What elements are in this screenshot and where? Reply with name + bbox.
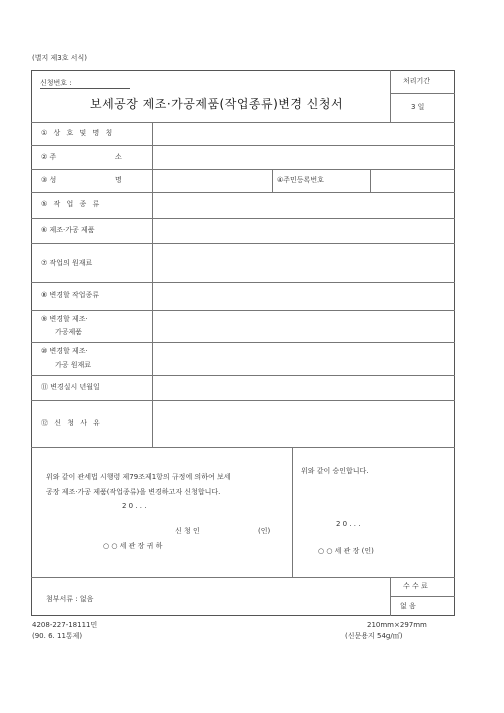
label-address-end: 소 (115, 153, 122, 161)
header-divider (390, 70, 391, 122)
row-line (31, 145, 455, 146)
approval-date: 2 0 . . . (336, 520, 361, 528)
row-line (31, 218, 455, 219)
label-business-name: ① 상 호 및 명 칭 (41, 129, 115, 137)
footer-top-line (31, 577, 455, 578)
processing-period-value: 3 일 (411, 103, 425, 111)
row-line (31, 375, 455, 376)
application-text-line2: 공장 제조·가공 제품(작업종류)을 변경하고자 신청합니다. (46, 488, 221, 496)
label-new-product: ⑨ 변경할 제조· (41, 315, 88, 323)
label-address: ② 주 (41, 153, 57, 161)
row-line (31, 282, 455, 283)
application-text-line1: 위와 같이 관세법 시행령 제79조제1항의 규정에 의하여 보세 (46, 473, 231, 481)
approval-issuer: ○ ○ 세 관 장 (인) (318, 547, 374, 555)
application-date: 2 0 . . . (122, 502, 147, 510)
footer-split (390, 596, 455, 597)
label-new-raw-materials: ⑩ 변경할 제조· (41, 347, 88, 355)
row-line (31, 243, 455, 244)
fee-value: 없 음 (400, 602, 416, 610)
row-line (31, 169, 455, 170)
row-line (31, 310, 455, 311)
label-name-end: 명 (115, 176, 122, 184)
approval-text: 위와 같이 승인합니다. (301, 467, 369, 475)
attachments-label: 첨부서류 : 없음 (46, 595, 94, 603)
applicant-seal: (인) (258, 527, 271, 535)
applicant-label: 신 청 인 (175, 527, 200, 535)
form-frame (31, 70, 455, 616)
approval-divider (292, 447, 293, 577)
row-line (31, 192, 455, 193)
row-line (31, 447, 455, 448)
label-product: ⑥ 제조·가공 제품 (41, 226, 95, 234)
paper-type: (신문용지 54g/㎡) (345, 632, 403, 640)
row3-divider (370, 169, 371, 192)
row-line (31, 342, 455, 343)
processing-period-label: 처리기간 (403, 77, 431, 85)
label-new-raw-materials-2: 가공 원재료 (55, 361, 92, 369)
label-new-product-2: 가공제품 (55, 328, 83, 336)
paper-size: 210mm×297mm (367, 621, 427, 629)
form-issue-date: (90. 6. 11통제) (32, 632, 83, 640)
form-number: (별지 제3호 서식) (32, 54, 87, 62)
header-bottom-line (31, 122, 455, 123)
label-column-divider (152, 122, 153, 447)
form-code: 4208-227-18111민 (32, 621, 98, 629)
header-split (390, 93, 455, 94)
label-work-type: ⑤ 작 업 종 류 (41, 200, 102, 208)
label-reason: ⑫ 신 청 사 유 (41, 419, 102, 427)
row3-divider (272, 169, 273, 192)
label-change-date: ⑪ 변경실시 년월일 (41, 383, 100, 391)
label-resident-number: ④주민등록번호 (277, 176, 324, 184)
page-title: 보세공장 제조·가공제품(작업종류)변경 신청서 (90, 97, 344, 111)
application-number-label: 신청번호 : (40, 80, 130, 89)
label-raw-materials: ⑦ 작업의 원재료 (41, 259, 93, 267)
label-name: ③ 성 (41, 176, 57, 184)
row-line (31, 400, 455, 401)
fee-label: 수 수 료 (403, 582, 428, 590)
addressee: ○ ○ 세 관 장 귀 하 (103, 542, 163, 550)
label-new-work-type: ⑧ 변경할 작업종류 (41, 291, 100, 299)
